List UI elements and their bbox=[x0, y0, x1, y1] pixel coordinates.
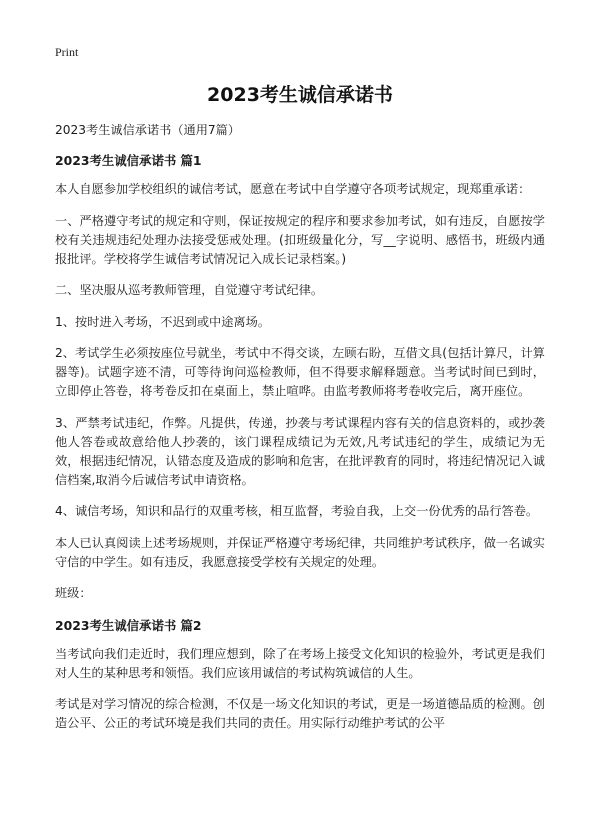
paragraph: 4、诚信考场，知识和品行的双重考核，相互监督，考验自我，上交一份优秀的品行答卷。 bbox=[55, 504, 539, 518]
document-body bbox=[55, 121, 545, 746]
page-title: 2023考生诚信承诺书 bbox=[207, 84, 393, 106]
paragraph: 二、坚决服从巡考教师管理，自觉遵守考试纪律。 bbox=[55, 283, 324, 297]
paragraph: 当考试向我们走近时，我们理应想到，除了在考场上接受文化知识的检验外，考试更是我们对人生的某种思考和领悟。我们应该用诚信的考试构筑诚信的人生。 bbox=[55, 646, 545, 680]
print-link[interactable]: Print bbox=[55, 45, 79, 59]
paragraph: 班级： bbox=[55, 586, 92, 600]
paragraph: 2、考试学生必须按座位号就坐，考试中不得交谈，左顾右盼，互借文具(包括计算尺，计算器等)。试题字迹不清，可等待询问巡检教师，但不得要求解释题意。当考试时间已到时，立即停止答卷，将考卷反扣在桌面上，禁止喧哗。由监考教师将考卷收完后，离开座位。 bbox=[55, 346, 545, 398]
paragraph: 本人已认真阅读上述考场规则，并保证严格遵守考场纪律，共同维护考试秩序，做一名诚实守信的中学生。如有违反，我愿意接受学校有关规定的处理。 bbox=[55, 535, 545, 569]
section-heading: 2023考生诚信承诺书 篇2 bbox=[55, 617, 202, 633]
paragraph: 1、按时进入考场，不迟到或中途离场。 bbox=[55, 314, 270, 329]
paragraph: 考试是对学习情况的综合检测，不仅是一场文化知识的考试，更是一场道德品质的检测。创造公平、公正的考试环境是我们共同的责任。用实际行动维护考试的公平 bbox=[55, 697, 545, 730]
paragraph: 一、严格遵守考试的规定和守则，保证按规定的程序和要求参加考试，如有违反，自愿按学校有关违规违纪处理办法接受惩戒处理。(扣班级量化分，写__字说明、感悟书，班级内通报批评。学校将学生诚信考试情况记入成长记录档案。) bbox=[55, 213, 545, 266]
section-heading: 2023考生诚信承诺书 篇1 bbox=[55, 153, 202, 168]
paragraph: 本人自愿参加学校组织的诚信考试，愿意在考试中自学遵守各项考试规定，现郑重承诺： bbox=[55, 182, 531, 196]
paragraph: 3、严禁考试违纪，作弊。凡提供，传递，抄袭与考试课程内容有关的信息资料的，或抄袭他人答卷或故意给他人抄袭的，该门课程成绩记为无效,凡考试违纪的学生，成绩记为无效，根据违纪情况，认错态度及造成的影响和危害，在批评教育的同时，将违纪情况记入诚信档案,取消今后诚信考试申请资格。 bbox=[55, 415, 545, 487]
document-subtitle: 2023考生诚信承诺书（通用7篇） bbox=[55, 123, 241, 137]
